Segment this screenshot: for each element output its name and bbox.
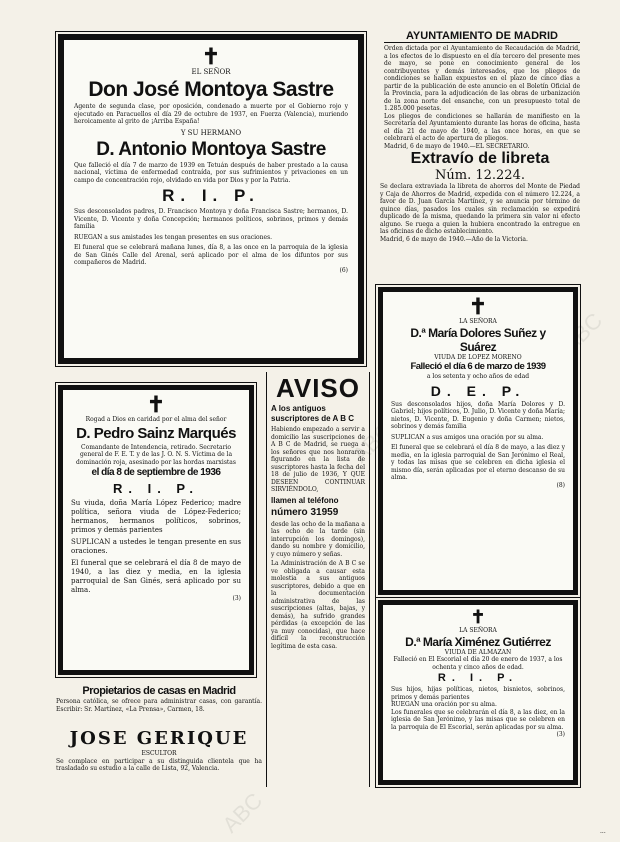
ruegan-text: RUEGAN una oración por su alma. <box>391 701 497 708</box>
notice-subtitle: ESCULTOR <box>141 750 177 757</box>
city-notice <box>384 30 580 150</box>
notice-text: Persona católica, se ofrece para administrar casas, con garantía. Escribir: Sr. Martínez, «La Prensa», Carmen, 18. <box>56 698 262 713</box>
notice-title: Extravío de libreta <box>410 150 550 167</box>
obit-heading: EL SEÑOR <box>191 68 231 76</box>
aviso-text: La Administración de A B C se ve obligada a causar esta molestia a sus antiguos suscriptores, debido a que en la documentación administrativa de las suscripciones (altas, bajas, y demás), ha sufrido grandes pérdidas (a excepción de las ya muy conocidas), que hace difícil la reconstrucción legítima de esta casa. <box>271 560 365 650</box>
family-text: Sus desconsolados hijos, doña María Dolores y D. Gabriel; hijos políticos, D. Julio, D. Vicente y doña María; nietos, D. Vicente, D. Eugenio y doña Carmen; nietos, sobrinos y demás familia <box>391 400 565 430</box>
ref-number: (6) <box>339 266 348 274</box>
page-mark: ... <box>600 828 606 835</box>
notice-signature: Madrid, 6 de mayo de 1940.—EL SECRETARIO. <box>384 142 530 150</box>
obit-subheading: VIUDA DE ALMAZAN <box>444 648 512 656</box>
deceased-name: D.ª María Dolores Suñez y Suárez <box>410 325 546 354</box>
aviso-notice <box>266 372 370 787</box>
aviso-lead: A los antiguos suscriptores de A B C <box>271 404 354 423</box>
landlords-notice <box>56 684 262 728</box>
cross-icon: ✝ <box>470 607 486 628</box>
obituary-suarez <box>378 287 578 595</box>
passbook-notice <box>380 150 580 278</box>
watermark: ABC <box>557 307 608 358</box>
notice-text: Orden dictada por el Ayuntamiento de Recaudación de Madrid, a los efectos de lo dispuesto en el día tercero del presente mes de mayo, se pone en conocimiento general de los contribuyentes y demás interesados, que los pliegos de condiciones se hallan expuestos en el plazo de cinco días a partir de la publicación de este anuncio en el Boletín Oficial de la Provincia, para la adjudicación de las obras de urbanización de la zona norte del ensanche, con un presupuesto total de 1.285.000 pesetas. <box>384 45 580 112</box>
aviso-title: AVISO <box>276 373 360 403</box>
obit-heading: LA SEÑORA <box>459 318 497 325</box>
cross-icon: ✝ <box>201 44 221 70</box>
ref-number: (3) <box>556 731 565 738</box>
watermark: ABC <box>217 787 268 838</box>
obit-text: a los setenta y ocho años de edad <box>426 373 530 380</box>
notice-title: JOSE GERIQUE <box>69 728 249 749</box>
notice-title: AYUNTAMIENTO DE MADRID <box>384 30 580 43</box>
aviso-phone-number: número 31959 <box>271 506 339 518</box>
obituary-ximenez <box>378 600 578 785</box>
ref-number: (8) <box>556 481 565 489</box>
cross-icon: ✝ <box>146 392 166 418</box>
deceased-name: D. Antonio Montoya Sastre <box>96 138 326 160</box>
funeral-text: El funeral que se celebrará el día 8 de mayo de 1940, a las diez y media, en la iglesia parroquial de San Ginés, será aplicado por su alma. <box>71 559 241 594</box>
ruegan-text: RUEGAN a sus amistades les tengan presentes en sus oraciones. <box>74 233 273 241</box>
obit-text: Agente de segunda clase, por oposición, condenado a muerte por el Gobierno rojo y ejecutado en Paracuellos el día 29 de octubre de 1937, en Fuerza (Valencia), muriendo heroicamente al grito de ¡Arriba España! <box>74 103 348 125</box>
notice-text: Los pliegos de condiciones se hallarán de manifiesto en la Secretaría del Ayuntamiento durante las horas de oficina, hasta el día 21 de mayo de 1940, a las once horas, en que se celebrará el acto de apertura de pliegos. <box>384 112 580 142</box>
ruegan-text: SUPLICAN a ustedes le tengan presente en sus oraciones. <box>71 538 241 555</box>
family-text: Su viuda, doña María López Federico; madre política, señora viuda de López-Federico; hermanos, hermanos políticos, sobrinos, primos y demás parientes <box>71 499 241 534</box>
deceased-name: D.ª María Ximénez Gutiérrez <box>405 634 551 649</box>
obit-heading: Rogad a Dios en caridad por el alma del señor <box>85 416 227 423</box>
funeral-text: Los funerales que se celebrarán el día 8, a las diez, en la iglesia de San Jerónimo, y las misas que se celebren en la parroquia de El Escorial, serán aplicadas por su alma. <box>391 708 565 731</box>
notice-subtitle: Núm. 12.224. <box>435 168 525 183</box>
notice-text: Se complace en participar a su distinguida clientela que ha trasladado su estudio a la calle de Lista, 92, Valencia. <box>56 757 262 772</box>
aviso-text: Habiendo empezado a servir a domicilio las suscripciones de A B C de Madrid, se ruega a los señores que nos honraron figurando en la lista de suscriptores hasta la fecha del 18 de julio de 1936, Y QUE DESEEN CONTINUAR SIRVIÉNDOLO, <box>271 426 365 493</box>
obit-heading: LA SEÑORA <box>459 627 497 634</box>
notice-text: Se declara extraviada la libreta de ahorros del Monte de Piedad y Caja de Ahorros de Madrid, expedida con el número 12.224, a favor de D. Juan García Martínez, y se anuncia por término de quince días, pasados los cuales sin reclamación se expedirá duplicado de la misma, quedando la primera sin valor ni efecto alguno. Se ruega a quien la hubiera encontrado la entregue en las oficinas de dicho establecimiento. <box>380 183 580 235</box>
deceased-name: D. Pedro Sainz Marqués <box>76 424 236 442</box>
cross-icon: ✝ <box>468 294 488 320</box>
watermark: ABC <box>347 417 398 468</box>
obit-heading: Y SU HERMANO <box>180 128 242 137</box>
family-text: Sus desconsolados padres, D. Francisco Montoya y doña Francisca Sastre; hermanos, D. Vicente, D. Vicente y doña Concepción; hermanos políticos, sobrinos, primos y demás familia <box>74 208 348 230</box>
funeral-text: El funeral que se celebrará mañana lunes, día 8, a las once en la parroquia de la iglesia de San Ginés Calle del Arenal, será aplicado por el alma de los difuntos por sus compañeros de Madrid. <box>74 244 348 266</box>
rip-text: R. I. P. <box>112 481 200 496</box>
rip-text: R. I. P. <box>162 186 260 205</box>
funeral-text: El funeral que se celebrará el día 8 de mayo, a las diez y media, en la iglesia parroquial de San Jerónimo el Real, y todas las misas que se celebren en dicha iglesia el mismo día, serán aplicadas por el eterno descanso de su alma. <box>391 444 565 481</box>
ruegan-text: SUPLICAN a sus amigos una oración por su alma. <box>391 433 544 441</box>
ref-number: (3) <box>232 595 241 602</box>
family-text: Sus hijos, hijas políticas, nietos, bisnietos, sobrinos, primos y demás parientes <box>391 686 565 701</box>
obit-text: Que falleció el día 7 de marzo de 1939 en Tetuán después de haber prestado a la causa nacional, víctima de enfermedad contraída, por sus sufrimientos y privaciones en un campo de concentración rojo, olvidado en vida por Dios y por la Patria. <box>74 161 348 184</box>
notice-title: Propietarios de casas en Madrid <box>82 685 236 697</box>
obit-subheading: VIUDA DE LOPEZ MORENO <box>434 353 522 361</box>
death-date: el día 8 de septiembre de 1936 <box>91 467 221 478</box>
obituary-montoya <box>58 34 364 364</box>
obit-text: Comandante de Intendencia, retirado. Secretario general de F. E. T. y de las J. O. N. S. Víctima de la dominación roja, asesinado por las hordas marxistas <box>76 443 236 466</box>
aviso-phone-label: llamen al teléfono <box>271 495 339 505</box>
death-date: Falleció en El Escorial el día 20 de enero de 1937, a los ochenta y cinco años de edad. <box>393 656 563 671</box>
deceased-name: Don José Montoya Sastre <box>88 78 334 101</box>
sculptor-notice <box>56 728 262 788</box>
death-date: Falleció el día 6 de marzo de 1939 <box>410 361 546 372</box>
obituary-sainz <box>58 385 254 675</box>
rip-text: D. E. P. <box>430 382 526 399</box>
rip-text: R. I. P. <box>437 672 519 684</box>
aviso-text: desde las ocho de la mañana a las ocho de la tarde (sin interrupción los domingos), dando su nombre y domicilio, y cuyo número y señas. <box>271 520 365 558</box>
notice-signature: Madrid, 6 de mayo de 1940.—Año de la Victoria. <box>380 235 528 243</box>
